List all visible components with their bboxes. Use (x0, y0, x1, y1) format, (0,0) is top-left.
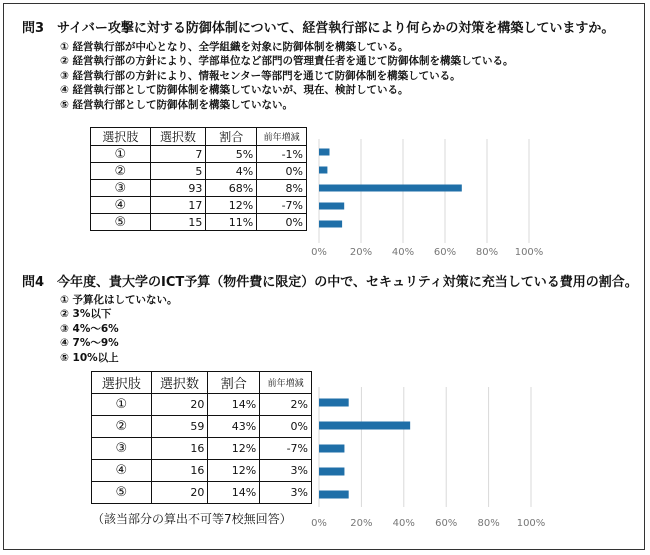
cell-ratio: 12% (208, 460, 260, 482)
cell-change: 3% (260, 482, 312, 504)
x-tick-label: 0% (311, 247, 327, 258)
cell-change: 0% (260, 416, 312, 438)
cell-choice: ④ (91, 197, 151, 214)
table-row (91, 163, 307, 180)
table-row (91, 146, 307, 163)
cell-choice: ② (91, 163, 151, 180)
cell-count: 93 (150, 180, 206, 197)
cell-change: 0% (257, 214, 307, 231)
bar (319, 221, 342, 228)
cell-choice: ③ (91, 180, 151, 197)
cell-ratio: 4% (206, 163, 257, 180)
cell-choice: ④ (92, 460, 152, 482)
x-tick-label: 80% (477, 518, 500, 529)
cell-ratio: 11% (206, 214, 257, 231)
cell-ratio: 5% (206, 146, 257, 163)
cell-count: 59 (151, 416, 208, 438)
q4-bar-chart (311, 391, 546, 531)
q3-options (60, 40, 514, 112)
table-row (91, 197, 307, 214)
x-tick-label: 100% (516, 518, 546, 529)
x-tick-label: 40% (391, 247, 415, 258)
header-choice: 選択肢 (91, 128, 151, 146)
q4-table (91, 371, 312, 504)
cell-count: 15 (150, 214, 206, 231)
cell-ratio: 43% (208, 416, 260, 438)
bar (319, 185, 462, 192)
cell-change: -7% (260, 438, 312, 460)
table-row (92, 438, 312, 460)
cell-choice: ① (91, 146, 151, 163)
cell-ratio: 14% (208, 394, 260, 416)
header-ratio: 割合 (208, 372, 260, 394)
q4-options (60, 293, 178, 365)
cell-change: 8% (257, 180, 307, 197)
q3-bar-chart (312, 143, 542, 263)
table-row (92, 460, 312, 482)
cell-ratio: 68% (206, 180, 257, 197)
header-choice: 選択肢 (92, 372, 152, 394)
cell-change: 2% (260, 394, 312, 416)
cell-count: 16 (151, 438, 208, 460)
no-answer-note: （該当部分の算出不可等7校無回答） (92, 512, 292, 526)
cell-count: 20 (151, 394, 208, 416)
header-ratio: 割合 (206, 128, 257, 146)
x-tick-label: 80% (475, 247, 499, 258)
cell-count: 17 (150, 197, 206, 214)
cell-ratio: 12% (206, 197, 257, 214)
bar (319, 445, 344, 453)
q3-table (90, 127, 307, 231)
bar (319, 149, 330, 156)
cell-ratio: 12% (208, 438, 260, 460)
bar (319, 399, 349, 407)
q4-option: ④ 7%～9% (60, 337, 119, 350)
q3-option: ② 経営執行部の方針により、学部単位など部門の管理責任者を通じて防御体制を構築している。 (60, 55, 514, 68)
table-row (91, 214, 307, 231)
q3-title: 問3 サイバー攻撃に対する防御体制について、経営執行部により何らかの対策を構築していますか。 (22, 21, 615, 36)
x-tick-label: 0% (311, 518, 327, 529)
q4-option: ⑤ 10%以上 (60, 351, 119, 364)
q4-title: 問4 今年度、貴大学のICT予算（物件費に限定）の中で、セキュリティ対策に充当している費用の割合。 (22, 275, 638, 290)
table-header-row (91, 128, 307, 146)
cell-change: 0% (257, 163, 307, 180)
q3-option: ③ 経営執行部の方針により、情報センター等部門を通じて防御体制を構築している。 (60, 69, 461, 82)
bar (319, 422, 410, 430)
q4-option: ① 予算化はしていない。 (60, 294, 178, 306)
x-tick-label: 100% (514, 247, 544, 258)
header-count: 選択数 (150, 128, 206, 146)
cell-count: 7 (150, 146, 206, 163)
bar (319, 468, 344, 476)
table-header-row (92, 372, 312, 394)
cell-choice: ③ (92, 438, 152, 460)
header-count: 選択数 (151, 372, 208, 394)
cell-count: 20 (151, 482, 208, 504)
x-tick-label: 20% (349, 247, 373, 258)
cell-change: -1% (257, 146, 307, 163)
x-tick-label: 60% (433, 247, 457, 258)
cell-ratio: 14% (208, 482, 260, 504)
header-change: 前年増減 (257, 128, 307, 146)
table-row (92, 416, 312, 438)
x-tick-label: 60% (435, 518, 458, 529)
x-tick-label: 40% (392, 518, 415, 529)
q4-option: ② 3%以下 (60, 308, 112, 321)
cell-count: 16 (151, 460, 208, 482)
cell-count: 5 (150, 163, 206, 180)
table-row (91, 180, 307, 197)
cell-choice: ⑤ (91, 214, 151, 231)
x-tick-label: 20% (350, 518, 373, 529)
cell-change: 3% (260, 460, 312, 482)
cell-choice: ① (92, 394, 152, 416)
cell-choice: ② (92, 416, 152, 438)
q3-option: ④ 経営執行部として防御体制を構築していないが、現在、検討している。 (60, 84, 409, 97)
cell-choice: ⑤ (92, 482, 152, 504)
q4-option: ③ 4%～6% (60, 322, 119, 335)
q3-option: ① 経営執行部が中心となり、全学組織を対象に防御体制を構築している。 (60, 41, 409, 53)
table-row (92, 394, 312, 416)
bar (319, 203, 344, 210)
bar (319, 167, 327, 174)
cell-change: -7% (257, 197, 307, 214)
header-change: 前年増減 (260, 372, 312, 394)
q3-option: ⑤ 経営執行部として防御体制を構築していない。 (60, 98, 294, 111)
bar (319, 491, 349, 499)
table-row (92, 482, 312, 504)
